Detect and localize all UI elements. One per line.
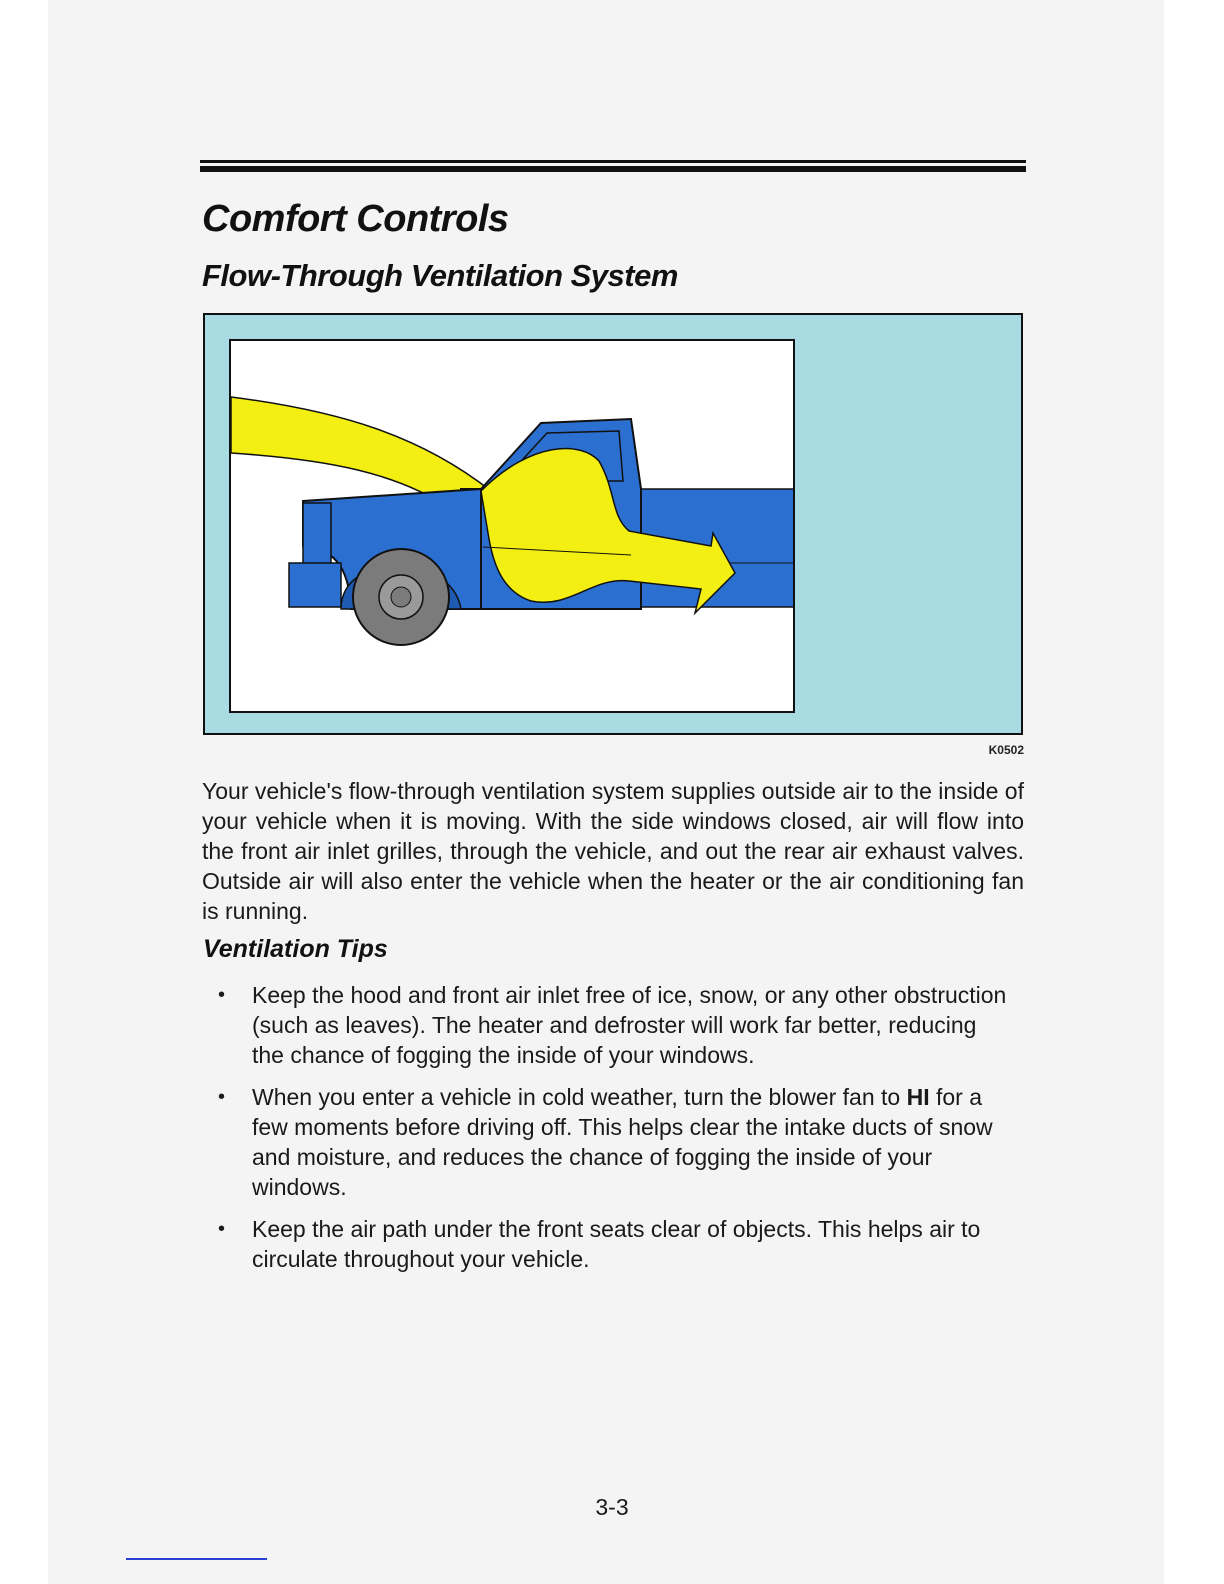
ventilation-figure <box>203 313 1023 735</box>
page-title: Comfort Controls <box>202 198 509 240</box>
section-rule <box>200 160 1026 172</box>
page-number: 3-3 <box>595 1494 629 1520</box>
intro-paragraph: Your vehicle's flow-through ventilation system supplies outside air to the inside of your vehicle when it is moving. With the side windows closed, air will flow into the front air inlet grilles, through the vehicle, and out the rear air exhaust valves. Outside air will also enter the vehicle when the heater or the air conditioning fan is running. <box>202 778 1024 924</box>
bullet-icon: • <box>218 1218 226 1240</box>
footer-link-underline[interactable] <box>126 1558 267 1560</box>
section-subtitle: Flow-Through Ventilation System <box>202 258 678 293</box>
tips-heading: Ventilation Tips <box>203 935 388 963</box>
tips-list <box>214 980 1014 1286</box>
bold-setting: HI <box>906 1084 930 1110</box>
truck-bumper <box>289 563 341 607</box>
truck-airflow-illustration <box>231 341 795 713</box>
truck-grille <box>303 503 331 565</box>
figure-code: K0502 <box>988 743 1024 757</box>
bullet-icon: • <box>218 1086 226 1108</box>
list-item: • Keep the air path under the front seats clear of objects. This helps air to circulate throughout your vehicle. <box>218 1216 981 1272</box>
figure-illustration-panel <box>229 339 795 713</box>
list-item: • Keep the hood and front air inlet free of ice, snow, or any other obstruction (such as leaves). The heater and defroster will work far better, reducing the chance of fogging the inside of your windows. <box>218 982 1007 1068</box>
bullet-icon: • <box>218 984 226 1006</box>
list-item: • When you enter a vehicle in cold weather, turn the blower fan to HI for a few moments before driving off. This helps clear the intake ducts of snow and moisture, and reduces the chance of fogging the inside of your windows. <box>218 1084 993 1200</box>
